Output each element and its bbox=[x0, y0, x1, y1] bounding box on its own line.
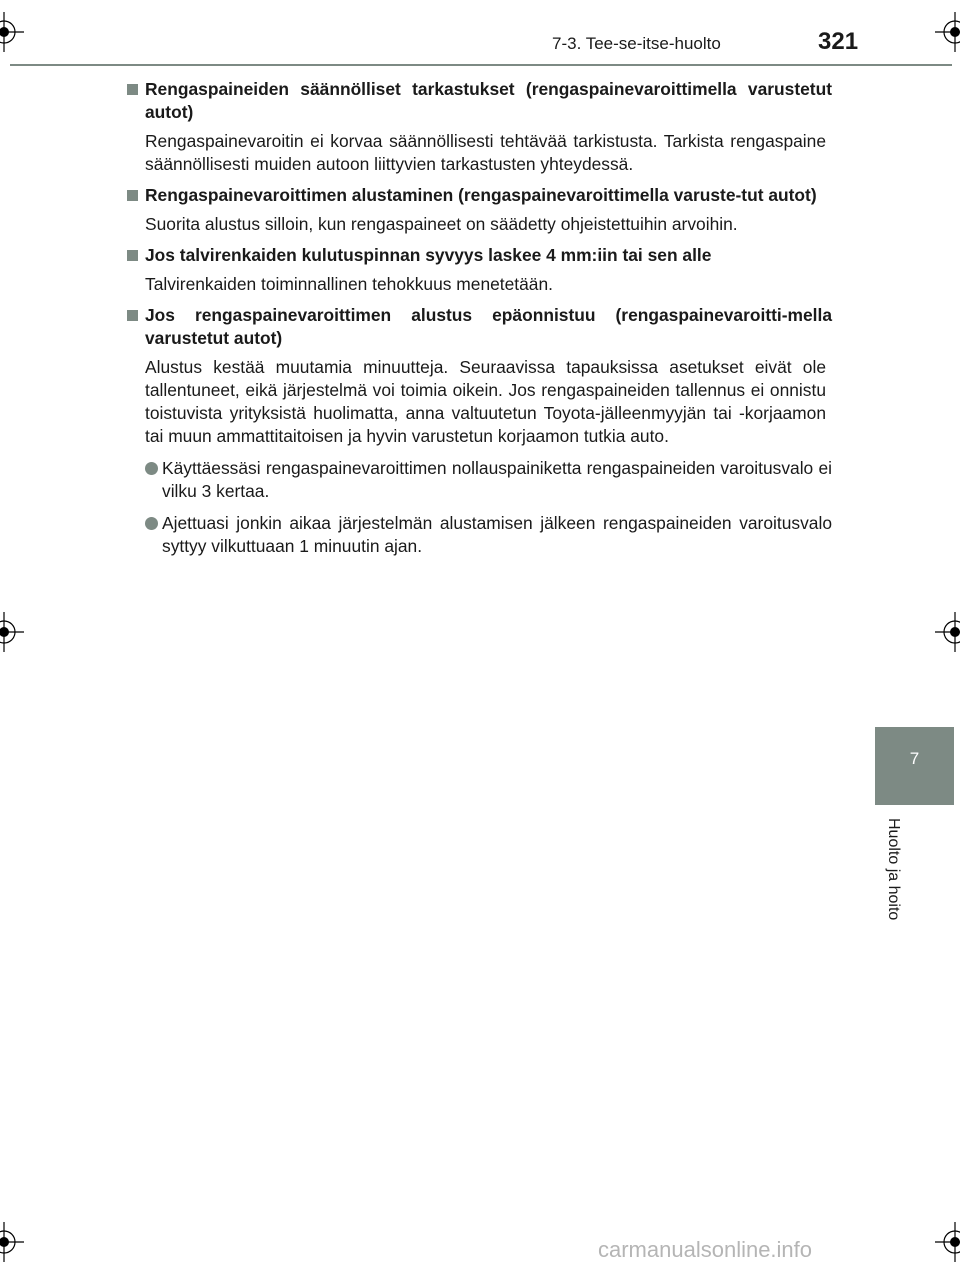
section-body: Alustus kestää muutamia minuutteja. Seuraavissa tapauksissa asetukset eivät ole tallentuneet, eikä järjestelmä voi toimia oikein. Jos rengaspaineiden tallennus ei onnistu toistuvista yrityksistä huolimatta, anna valtuutetun Toyota-jälleenmyyjän tai -korjaamon tai muun ammattitaitoisen ja hyvin varustetun korjaamon tutkia auto. bbox=[145, 357, 826, 446]
header-divider bbox=[10, 64, 952, 66]
watermark: carmanualsonline.info bbox=[598, 1237, 813, 1262]
registration-mark-top-right bbox=[935, 12, 960, 52]
section-winter-tire-tread bbox=[126, 244, 832, 296]
section-header-title: 7-3. Tee-se-itse-huolto bbox=[552, 34, 721, 53]
section-heading bbox=[126, 244, 832, 267]
list-item bbox=[145, 512, 832, 558]
chapter-title: Huolto ja hoito bbox=[885, 818, 902, 921]
square-bullet-icon bbox=[127, 84, 138, 95]
section-heading bbox=[126, 78, 832, 124]
chapter-tab bbox=[875, 727, 954, 805]
square-bullet-icon bbox=[127, 250, 138, 261]
section-body: Rengaspainevaroitin ei korvaa säännöllisesti tehtävää tarkistusta. Tarkista rengaspaine säännöllisesti muiden autoon liittyvien tarkastusten yhteydessä. bbox=[145, 131, 826, 174]
square-bullet-icon bbox=[127, 190, 138, 201]
section-heading-text: Rengaspainevaroittimen alustaminen (rengaspainevaroittimella varuste-tut autot) bbox=[145, 185, 817, 205]
list-item-text: Ajettuasi jonkin aikaa järjestelmän alustamisen jälkeen rengaspaineiden varoitusvalo syttyy vilkuttuaan 1 minuutin ajan. bbox=[162, 513, 832, 556]
registration-mark-bottom-left bbox=[0, 1222, 24, 1262]
circle-bullet-icon bbox=[145, 462, 158, 475]
section-body: Suorita alustus silloin, kun rengaspaineet on säädetty ohjeistettuihin arvoihin. bbox=[145, 214, 738, 234]
registration-mark-middle-left bbox=[0, 612, 24, 652]
list-item-text: Käyttäessäsi rengaspainevaroittimen nollauspainiketta rengaspaineiden varoitusvalo ei vilku 3 kertaa. bbox=[162, 458, 832, 501]
section-heading bbox=[126, 304, 832, 350]
section-initialization-failure bbox=[126, 304, 832, 558]
chapter-number: 7 bbox=[909, 749, 920, 768]
section-heading-text: Rengaspaineiden säännölliset tarkastukset (rengaspainevaroittimella varustetut autot) bbox=[145, 79, 832, 122]
registration-mark-top-left bbox=[0, 12, 24, 52]
section-tire-pressure-checks bbox=[126, 78, 832, 176]
page-number: 321 bbox=[818, 28, 859, 55]
registration-mark-bottom-right bbox=[935, 1222, 960, 1262]
list-item bbox=[145, 457, 832, 503]
page-content bbox=[126, 78, 832, 566]
section-heading bbox=[126, 184, 832, 207]
registration-mark-middle-right bbox=[935, 612, 960, 652]
section-heading-text: Jos rengaspainevaroittimen alustus epäonnistuu (rengaspainevaroitti-mella varustetut autot) bbox=[145, 305, 832, 348]
section-initialization bbox=[126, 184, 832, 236]
square-bullet-icon bbox=[127, 310, 138, 321]
section-body: Talvirenkaiden toiminnallinen tehokkuus menetetään. bbox=[145, 274, 553, 294]
circle-bullet-icon bbox=[145, 517, 158, 530]
section-heading-text: Jos talvirenkaiden kulutuspinnan syvyys laskee 4 mm:iin tai sen alle bbox=[145, 245, 712, 265]
